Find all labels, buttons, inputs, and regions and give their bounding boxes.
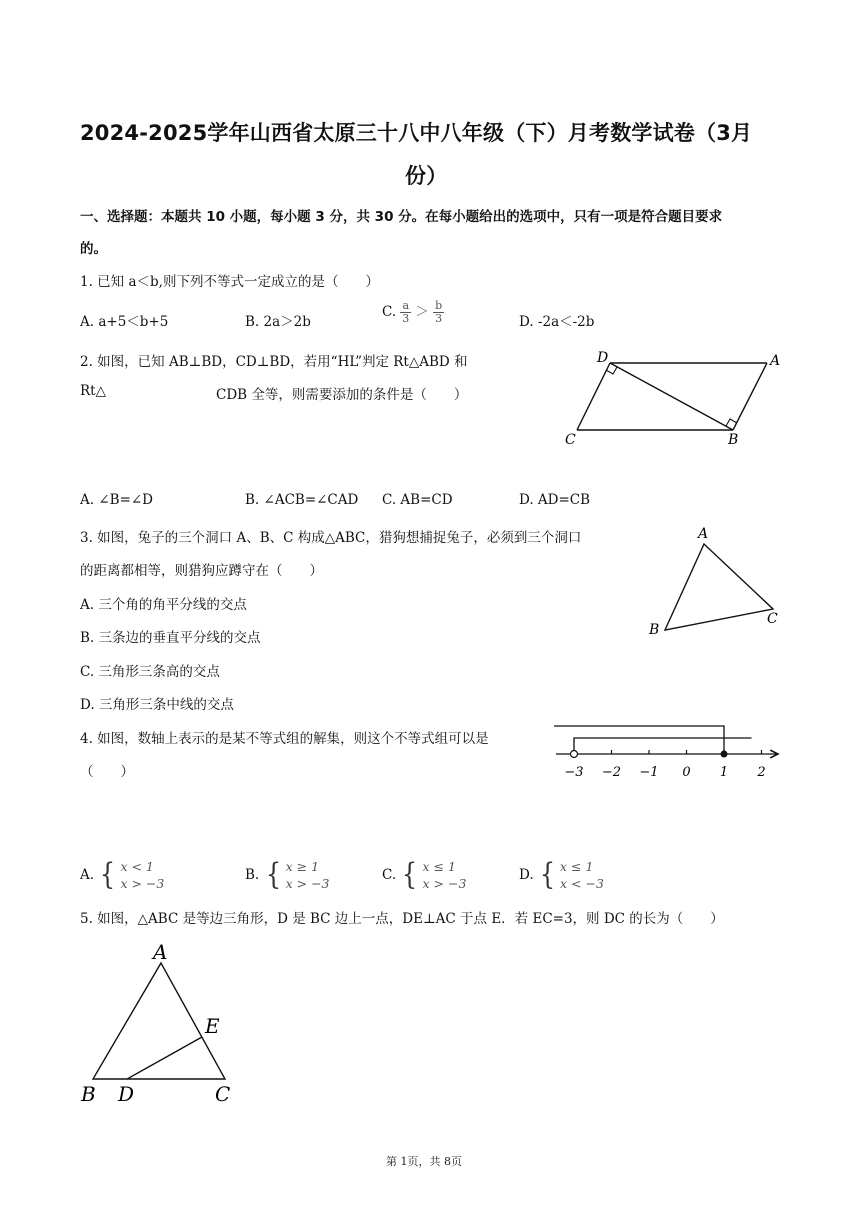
section-header-line1: 一、选择题：本题共 10 小题，每小题 3 分，共 30 分。在每小题给出的选项中，只有一项是符合题目要求	[80, 209, 723, 225]
q1-option-b: B. 2a＞2b	[245, 314, 311, 330]
q4-tick-label: 0	[682, 765, 691, 780]
q4-tick-label: −1	[639, 765, 659, 780]
q2-label-c: C	[565, 432, 576, 448]
q1-option-a: A. a+5＜b+5	[80, 314, 169, 330]
q4-open-point	[571, 751, 578, 758]
q3-option-a: A. 三个角的角平分线的交点	[80, 597, 247, 613]
q4-ray-less	[554, 726, 724, 754]
q5-label-d: D	[118, 1082, 135, 1106]
q5-label-e: E	[205, 1014, 220, 1038]
q4-tick-label: 2	[757, 765, 766, 780]
page-title-line1: 2024-2025学年山西省太原三十八中八年级（下）月考数学试卷（3月	[80, 121, 753, 145]
q2-option-d: D. AD=CB	[519, 492, 591, 508]
q2-label-a: A	[770, 353, 781, 369]
page-title-line2: 份）	[405, 164, 448, 188]
q3-stem-line2: 的距离都相等，则猎狗应蹲守在（ ）	[80, 563, 323, 579]
q4-option-a: A. { x < 1 x > −3	[80, 857, 165, 892]
q3-label-a: A	[698, 526, 709, 542]
q4-tick-label: −3	[564, 765, 584, 780]
q4-tick-label: −2	[601, 765, 622, 780]
q4-option-b: B. { x ≥ 1 x > −3	[245, 857, 330, 892]
section-header-line2: 的。	[80, 241, 107, 257]
q5-stem: 5. 如图，△ABC 是等边三角形，D 是 BC 边上一点，DE⊥AC 于点 E．若 EC=3，则 DC 的长为（ ）	[80, 911, 724, 927]
q2-option-c: C. AB=CD	[382, 492, 453, 508]
q2-option-b: B. ∠ACB=∠CAD	[245, 492, 359, 508]
q2-stem-line2a: Rt△	[80, 383, 106, 399]
q4-tick-label: 1	[719, 765, 729, 780]
q3-option-c: C. 三角形三条高的交点	[80, 664, 220, 680]
q5-label-c: C	[215, 1082, 231, 1106]
q1-stem: 1. 已知 a＜b,则下列不等式一定成立的是（ ）	[80, 274, 379, 290]
q4-number-line	[550, 718, 790, 782]
q2-stem-line2b: CDB 全等，则需要添加的条件是（ ）	[216, 387, 468, 403]
q2-stem-line1: 2. 如图，已知 AB⊥BD，CD⊥BD，若用“HL”判定 Rt△ABD 和	[80, 354, 468, 370]
q4-stem-line2: （ ）	[80, 764, 134, 780]
q4-closed-point	[721, 751, 728, 758]
q5-figure	[75, 938, 245, 1113]
q3-label-b: B	[649, 622, 660, 638]
q2-label-b: B	[728, 432, 739, 448]
q3-option-b: B. 三条边的垂直平分线的交点	[80, 630, 261, 646]
q2-label-d: D	[597, 350, 609, 366]
q4-option-c: C. { x ≤ 1 x > −3	[382, 857, 467, 892]
page-footer: 第 1页，共 8页	[386, 1155, 462, 1168]
q2-option-a: A. ∠B=∠D	[80, 492, 154, 508]
q2-figure	[555, 345, 795, 455]
q5-label-b: B	[81, 1082, 96, 1106]
q3-stem-line1: 3. 如图，兔子的三个洞口 A、B、C 构成△ABC，猎狗想捕捉兔子，必须到三个洞口	[80, 530, 582, 546]
q3-label-c: C	[767, 611, 778, 627]
q1-option-d: D. -2a＜-2b	[519, 314, 595, 330]
q4-stem-line1: 4. 如图，数轴上表示的是某不等式组的解集，则这个不等式组可以是	[80, 731, 489, 747]
q5-label-a: A	[153, 940, 168, 964]
q3-figure	[640, 522, 790, 642]
q4-option-d: D. { x ≤ 1 x < −3	[519, 857, 604, 892]
q1-option-c: C. $\frac{a}{3}$ ＞ $\frac{b}{3}$	[382, 299, 443, 325]
q3-option-d: D. 三角形三条中线的交点	[80, 697, 234, 713]
